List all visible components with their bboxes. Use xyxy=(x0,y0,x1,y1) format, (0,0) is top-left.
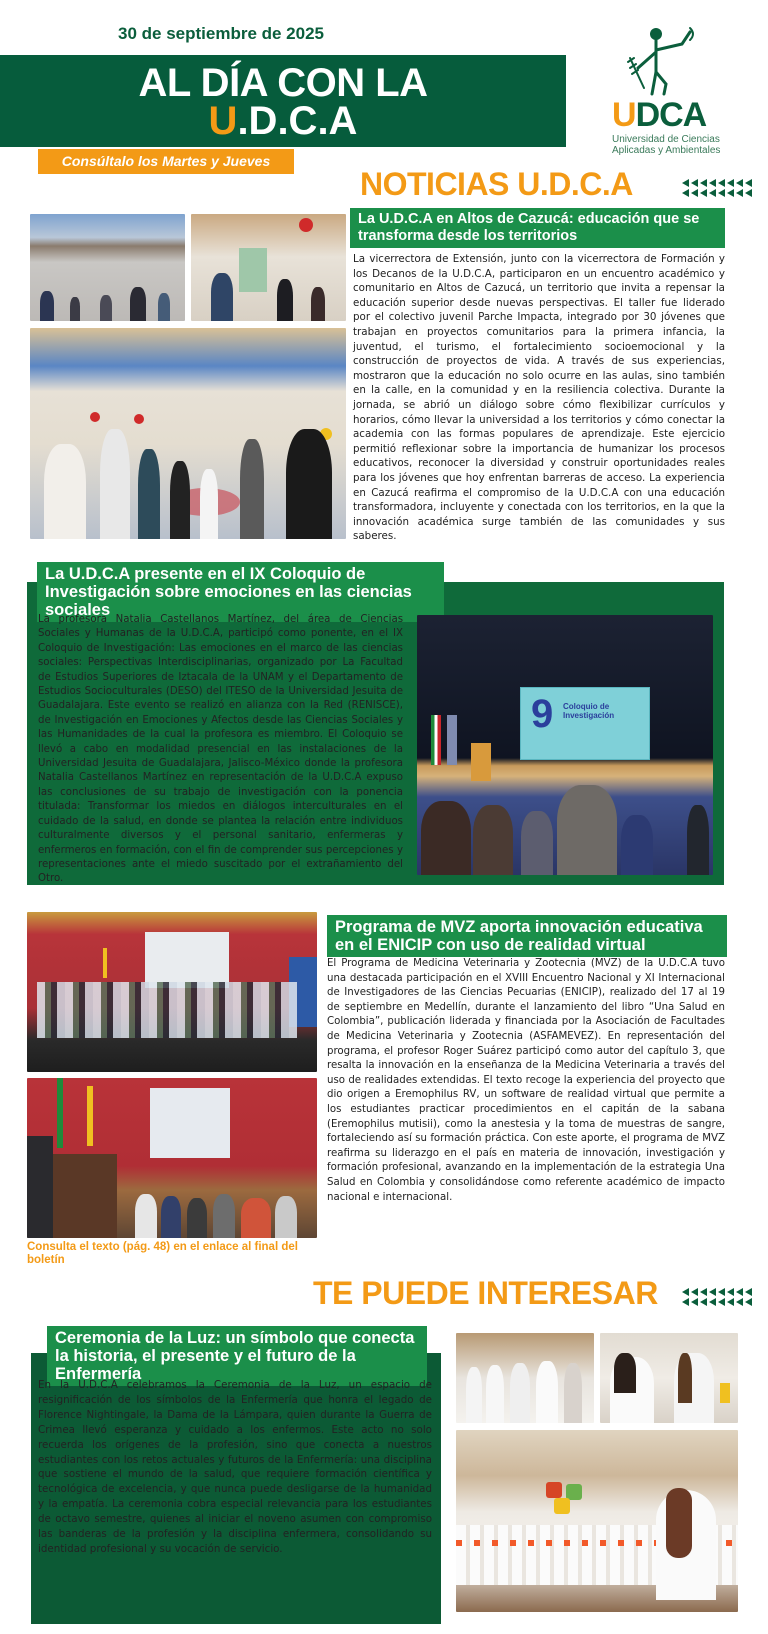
photo-ceremonia-pinning xyxy=(600,1333,738,1423)
arrows-decoration-icon xyxy=(682,178,754,198)
projector-screen xyxy=(150,1088,230,1158)
photo-cazuca-outdoor xyxy=(30,214,185,321)
flag-mexico xyxy=(431,715,441,765)
masthead-title-rest: .D.C.A xyxy=(237,99,358,143)
screen-text-line2: Investigación xyxy=(563,711,615,720)
section-heading-noticias: NOTICIAS U.D.C.A xyxy=(360,166,633,202)
udca-logo xyxy=(600,22,750,157)
projector-screen xyxy=(145,932,229,988)
article-headline-cazuca[interactable]: La U.D.C.A en Altos de Cazucá: educación que se transforma desde los territorios xyxy=(350,208,725,248)
article-headline-ceremonia[interactable]: Ceremonia de la Luz: un símbolo que conecta la historia, el presente y el futuro de la Enfermería xyxy=(47,1326,427,1386)
photo-ceremonia-caps xyxy=(456,1333,594,1423)
logo-wordmark xyxy=(612,96,706,135)
logo-wordmark-rest: DCA xyxy=(635,96,707,134)
logo-subtitle xyxy=(612,134,720,156)
logo-subtitle-line2: Aplicadas y Ambientales xyxy=(612,145,721,156)
logo-subtitle-line1: Universidad de Ciencias xyxy=(612,134,720,145)
arrows-decoration-icon xyxy=(682,1287,754,1307)
photo-cazuca-workshop xyxy=(30,328,346,539)
masthead-accent-letter: U xyxy=(208,99,238,143)
masthead-title-line1: AL DÍA CON LA xyxy=(138,61,428,105)
article-body-mvz: El Programa de Medicina Veterinaria y Zootecnia (MVZ) de la U.D.C.A tuvo una destacada participación en el XVIII Encuentro Nacional y XI Internacional de Investigadores de las Ciencias Pecuarias (ENICIP), realizado del 17 al 19 de septiembre en Medellín, durante el lanzamiento del libro “Una Salud en Colombia”, publicación liderada y financiada por la Asociación de Facultades de Medicina Veterinaria y Zootecnia (ASFAMEVEZ). En representación del programa, el profesor Roger Suárez participó como autor del capítulo 3, que resalta la innovación en la enseñanza de la Medicina Veterinaria a través del uso de realidades extendidas. El texto recoge la experiencia del proyecto que dio origen a Eremophilus RV, un software de realidad virtual que permite a los estudiantes practicar procedimientos en el capitán de la sabana (Eremophilus mutisii), como la anestesia y la toma de muestras de sangre, fortaleciendo así su formación práctica. Con este aporte, el programa de MVZ reafirma su liderazgo en el país en materia de innovación, investigación y formación profesional, avanzando en la implementación de la estrategia Una Salud en Colombia y consolidándose como referente académico de impacto nacional e internacional. xyxy=(327,958,725,1203)
photo-enicip-presentation xyxy=(27,1078,317,1238)
section-heading-interesar: TE PUEDE INTERESAR xyxy=(313,1275,658,1311)
statue-logo-icon xyxy=(600,22,750,102)
article-body-coloquio: La profesora Natalia Castellanos Martínez, del área de Ciencias Sociales y Humanas de la U.D.C.A, participó como ponente, en el IX Coloquio de Investigación: Las emociones en el marco de las ciencias sociales: Perspectivas Interdisciplinarias, organizado por La Facultad de Estudios Superiores de Iztacala de la UNAM y el Departamento de Estudios Socioculturales (DESO) del ITESO de la Universidad Jesuita de Guadalajara. Este evento se realizó en alianza con la Red (RENISCE), de Investigación en Emociones y Afectos desde las Ciencias Sociales y las Humanidades de la cual la profesora es miembro. El Coloquio se llevó a cabo en modalidad presencial en las instalaciones de la Universidad Jesuita de Guadalajara, Jalisco-México donde la profesora Natalia Castellanos Martínez en representación de la U.D.C.A expuso las conclusiones de su trabajo de investigación con la ponencia titulada: Transformar los miedos en diálogos interculturales en el cuidado de la salud, en donde se plantea la relación entre individuos culturalmente diversos y el personal sanitario, enfermeras y enfermeros en formación, con el fin de comprender sus percepciones y representaciones ante el miedo suscitado por el extrañamiento del Otro. xyxy=(38,614,403,885)
article-headline-coloquio[interactable]: La U.D.C.A presente en el IX Coloquio de Investigación sobre emociones en las ciencias sociales xyxy=(37,562,444,622)
photo-ceremonia-candles xyxy=(456,1430,738,1612)
screen-number-nine: 9 xyxy=(531,692,554,736)
screen-text-line1: Coloquio de xyxy=(563,702,610,711)
flag-institution xyxy=(447,715,457,765)
projector-screen xyxy=(520,687,650,760)
masthead-title-line2 xyxy=(0,101,566,141)
article-body-ceremonia: En la U.D.C.A celebramos la Ceremonia de la Luz, un espacio de resignificación de los símbolos de la Enfermería que honra el legado de Florence Nightingale, la Dama de la Lámpara, quien durante la Guerra de Crimea llevó esperanza y cuidado a los enfermos. Este acto no solo recuerda los orígenes de la profesión, sino que conecta a nuestros estudiantes con los retos actuales y futuros de la Enfermería: una disciplina que sostiene el mundo de la salud, que requiere formación científica y tecnológica de excelencia, y que nunca puede desligarse de la humanidad y la empatía. La ceremonia cobra especial relevancia para los estudiantes de octavo semestre, quienes al iniciar el noveno asumen con compromiso las banderas de la profesión y la disciplina enfermera, consolidando su identidad profesional y su vocación de servicio. xyxy=(38,1379,432,1555)
photo-coloquio-stage xyxy=(417,615,713,875)
issue-date: 30 de septiembre de 2025 xyxy=(118,24,325,43)
photo-cazuca-poster xyxy=(191,214,346,321)
schedule-tag: Consúltalo los Martes y Jueves xyxy=(38,149,294,174)
article-headline-mvz[interactable]: Programa de MVZ aporta innovación educativa en el ENICIP con uso de realidad virtual xyxy=(327,915,727,957)
masthead-banner xyxy=(0,55,566,147)
photo-enicip-group xyxy=(27,912,317,1072)
article-body-cazuca: La vicerrectora de Extensión, junto con la vicerrectora de Formación y los Decanos de la U.D.C.A, participaron en un encuentro académico y comunitario en Altos de Cazucá, un territorio que invita a repensar la educación superior desde nuevas perspectivas. El taller fue liderado por el colectivo juvenil Parche Impacta, integrado por 30 jóvenes que trabajan en proyectos comunitarios para la primera infancia, la juventud, el turismo, el fortalecimiento socioemocional y la construcción de proyectos de vida. A través de sus experiencias, mostraron que la educación no solo ocurre en las aulas, sino también en la calle, en la comunidad y en la resiliencia colectiva. Durante la jornada, se abrió un diálogo sobre cómo flexibilizar currículos y horarios, cómo llevar la universidad a los territorios y cómo conectar la academia con las formas populares de aprendizaje. Este ejercicio permitió reflexionar sobre la importancia de humanizar los procesos educativos, reconocer la diversidad y construir oportunidades reales para los jóvenes que hoy enfrentan barreras de acceso. La experiencia en Cazucá reafirma el compromiso de la U.D.C.A con una educación transformadora, incluyente y conectada con los territorios, en la que la innovación académica surge también de las comunidades y sus saberes. xyxy=(353,253,725,543)
logo-accent-letter: U xyxy=(612,96,636,134)
reference-caption: Consulta el texto (pág. 48) en el enlace al final del boletín xyxy=(27,1241,298,1266)
